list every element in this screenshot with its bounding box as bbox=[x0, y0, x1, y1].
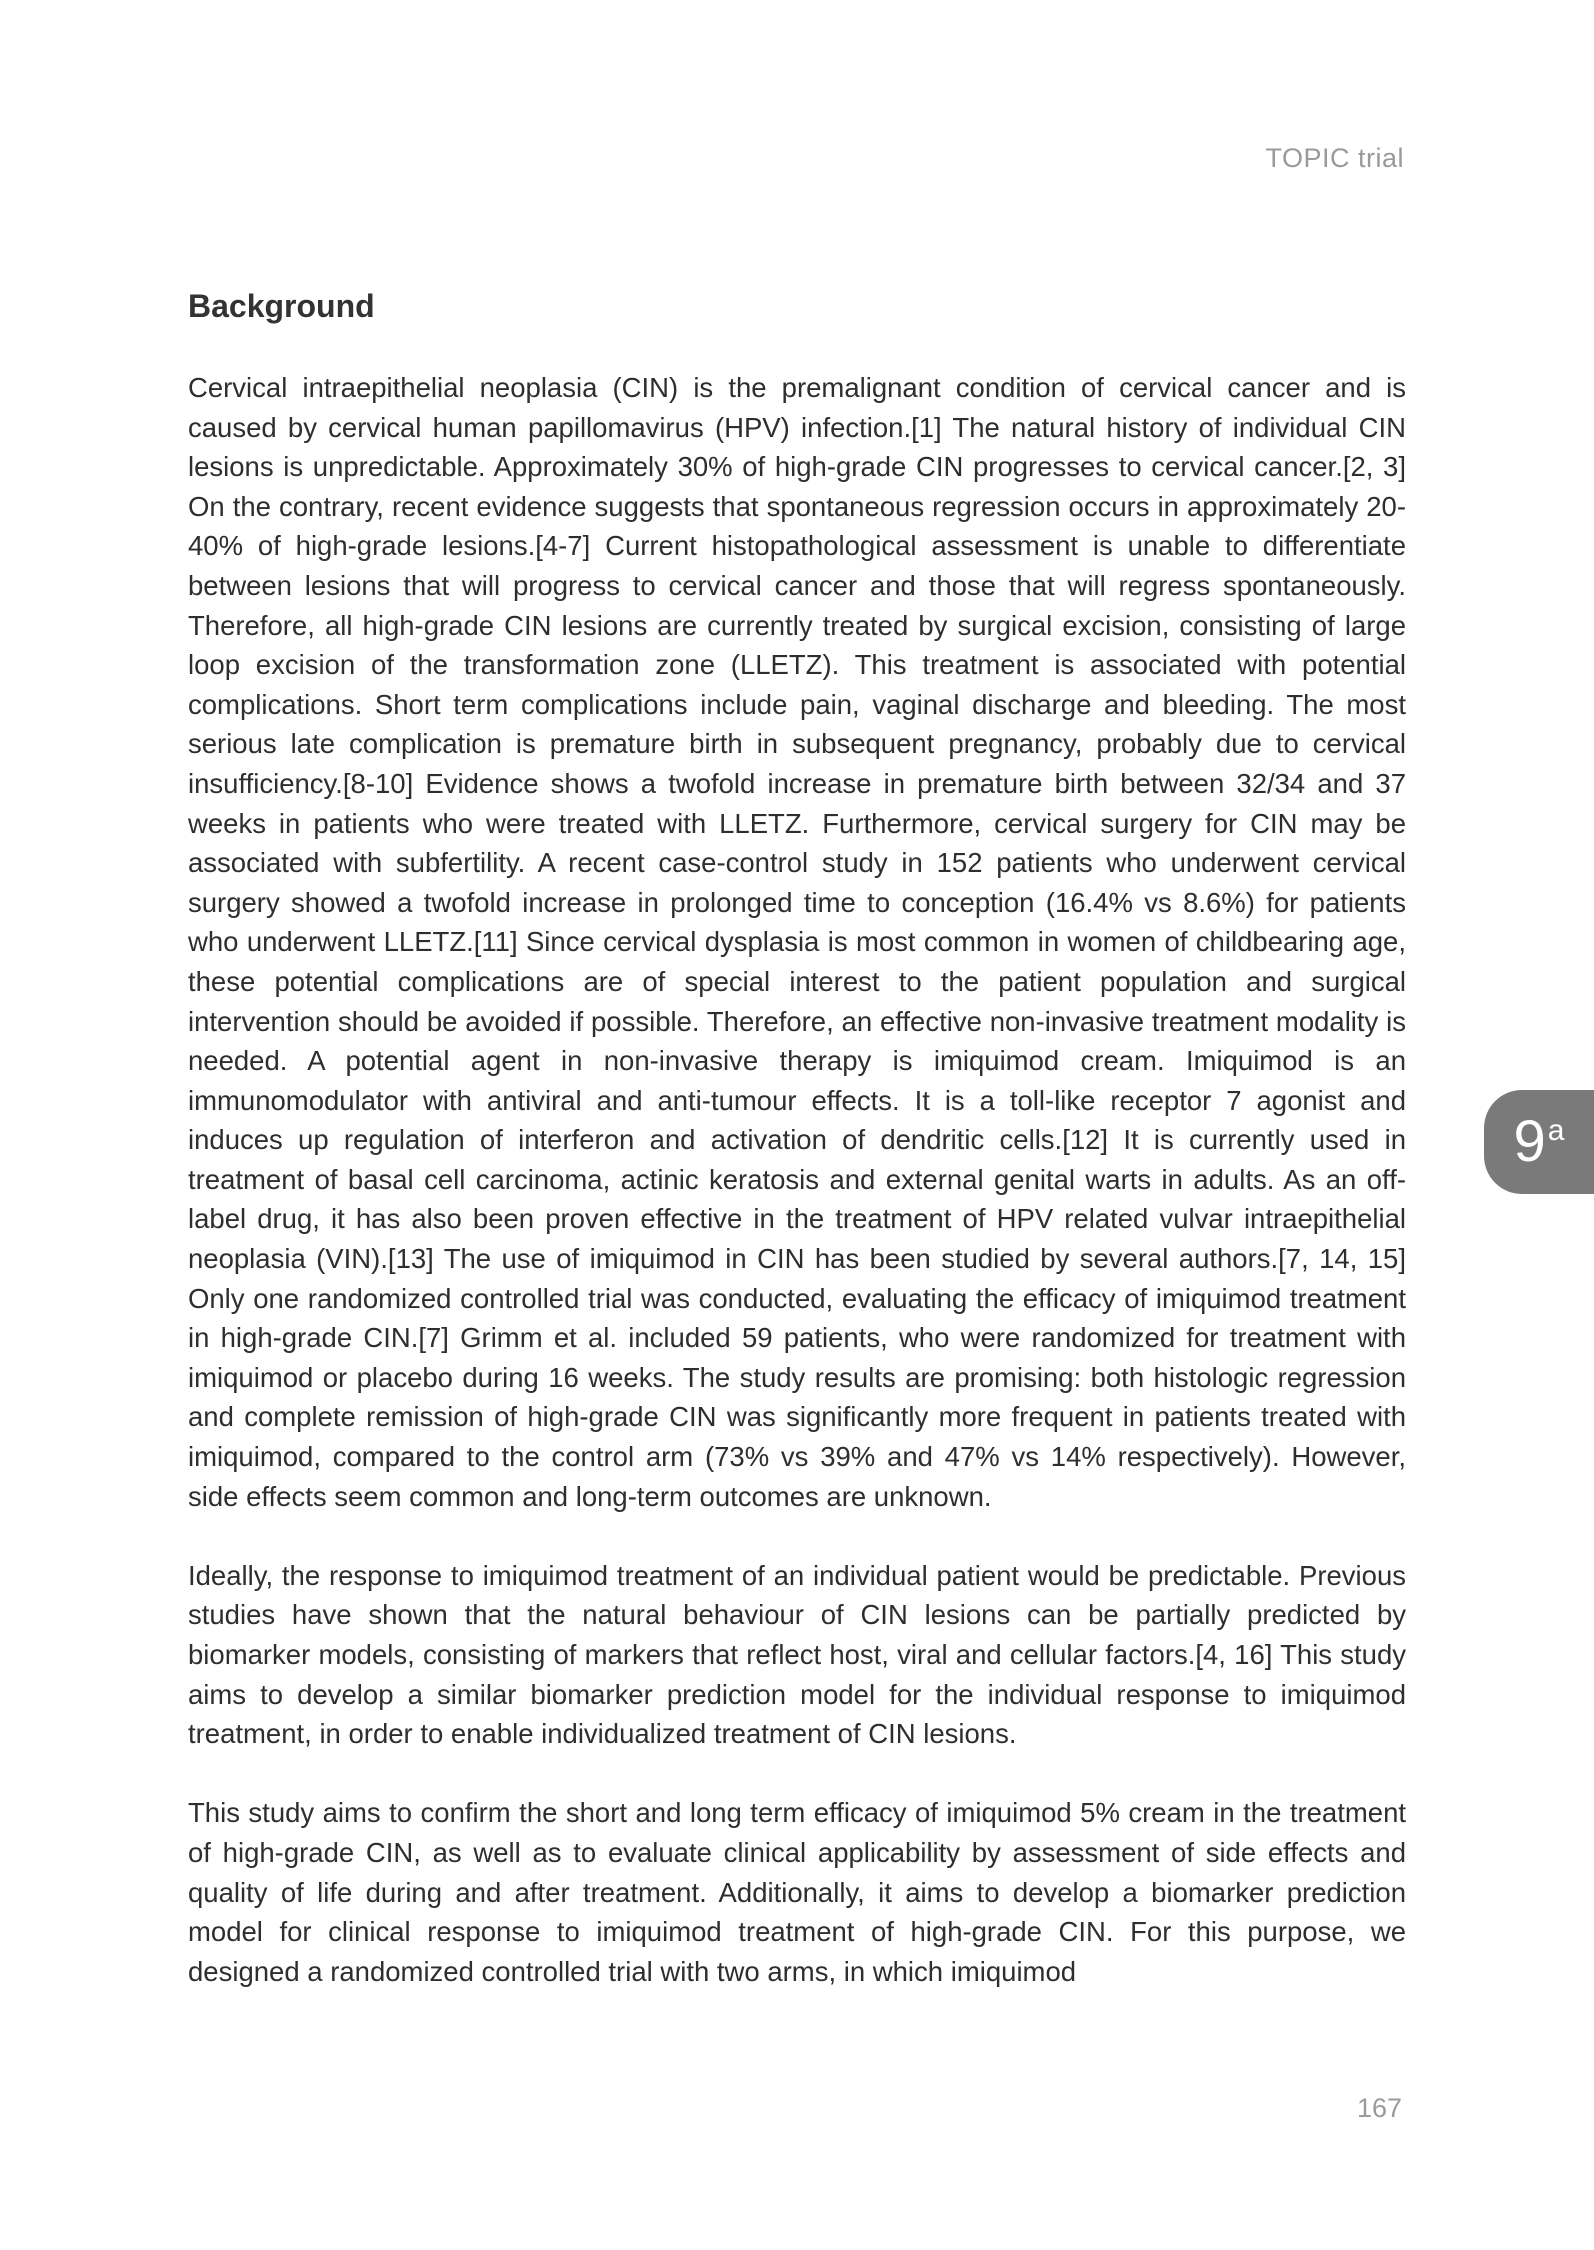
section-heading: Background bbox=[188, 288, 375, 324]
paragraph-3: This study aims to confirm the short and long term efficacy of imiquimod 5% cream in the treatment of high-grade CIN, as well as to evaluate clinical applicability by assessment of side effects and quality of life during and after treatment. Additionally, it aims to develop a biomarker prediction model for clinical response to imiquimod treatment of high-grade CIN. For this purpose, we designed a randomized controlled trial with two arms, in which imiquimod bbox=[188, 1797, 1406, 1987]
page-number: 167 bbox=[1356, 2093, 1402, 2123]
main-content bbox=[188, 284, 1406, 2031]
paragraph-2: Ideally, the response to imiquimod treatment of an individual patient would be predictable. Previous studies have shown that the natural behaviour of CIN lesions can be partially predicted by biomarker models, consisting of markers that reflect host, viral and cellular factors.[4, 16] This study aims to develop a similar biomarker prediction model for the individual response to imiquimod treatment, in order to enable individualized treatment of CIN lesions. bbox=[188, 1559, 1406, 1750]
running-header: TOPIC trial bbox=[1265, 143, 1404, 173]
chapter-suffix: a bbox=[1547, 1114, 1565, 1147]
chapter-tab bbox=[1484, 1090, 1594, 1194]
chapter-number: 9 bbox=[1513, 1109, 1546, 1174]
paragraph-1: Cervical intraepithelial neoplasia (CIN) is the premalignant condition of cervical cancer and is caused by cervical human papillomavirus (HPV) infection.[1] The natural history of individual CIN lesions is unpredictable. Approximately 30% of high-grade CIN progresses to cervical cancer.[2, 3] On the contrary, recent evidence suggests that spontaneous regression occurs in approximately 20-40% of high-grade lesions.[4-7] Current histopathological assessment is unable to differentiate between lesions that will progress to cervical cancer and those that will regress spontaneously. Therefore, all high-grade CIN lesions are currently treated by surgical excision, consisting of large loop excision of the transformation zone (LLETZ). This treatment is associated with potential complications. Short term complications include pain, vaginal discharge and bleeding. The most serious late complication is premature birth in subsequent pregnancy, probably due to cervical insufficiency.[8-10] Evidence shows a twofold increase in premature birth between 32/34 and 37 weeks in patients who were treated with LLETZ. Furthermore, cervical surgery for CIN may be associated with subfertility. A recent case-control study in 152 patients who underwent cervical surgery showed a twofold increase in prolonged time to conception (16.4% vs 8.6%) for patients who underwent LLETZ.[11] Since cervical dysplasia is most common in women of childbearing age, these potential complications are of special interest to the patient population and surgical intervention should be avoided if possible. Therefore, an effective non-invasive treatment modality is needed. A potential agent in non-invasive therapy is imiquimod cream. Imiquimod is an immunomodulator with antiviral and anti-tumour effects. It is a toll-like receptor 7 agonist and induces up regulation of interferon and activation of dendritic cells.[12] It is currently used in treatment of basal cell carcinoma, actinic keratosis and external genital warts in adults. As an off-label drug, it has also been proven effective in the treatment of HPV related vulvar intraepithelial neoplasia (VIN).[13] The use of imiquimod in CIN has been studied by several authors.[7, 14, 15] Only one randomized controlled trial was conducted, evaluating the efficacy of imiquimod treatment in high-grade CIN.[7] Grimm et al. included 59 patients, who were randomized for treatment with imiquimod or placebo during 16 weeks. The study results are promising: both histologic regression and complete remission of high-grade CIN was significantly more frequent in patients treated with imiquimod, compared to the control arm (73% vs 39% and 47% vs 14% respectively). However, side effects seem common and long-term outcomes are unknown. bbox=[188, 372, 1406, 1512]
